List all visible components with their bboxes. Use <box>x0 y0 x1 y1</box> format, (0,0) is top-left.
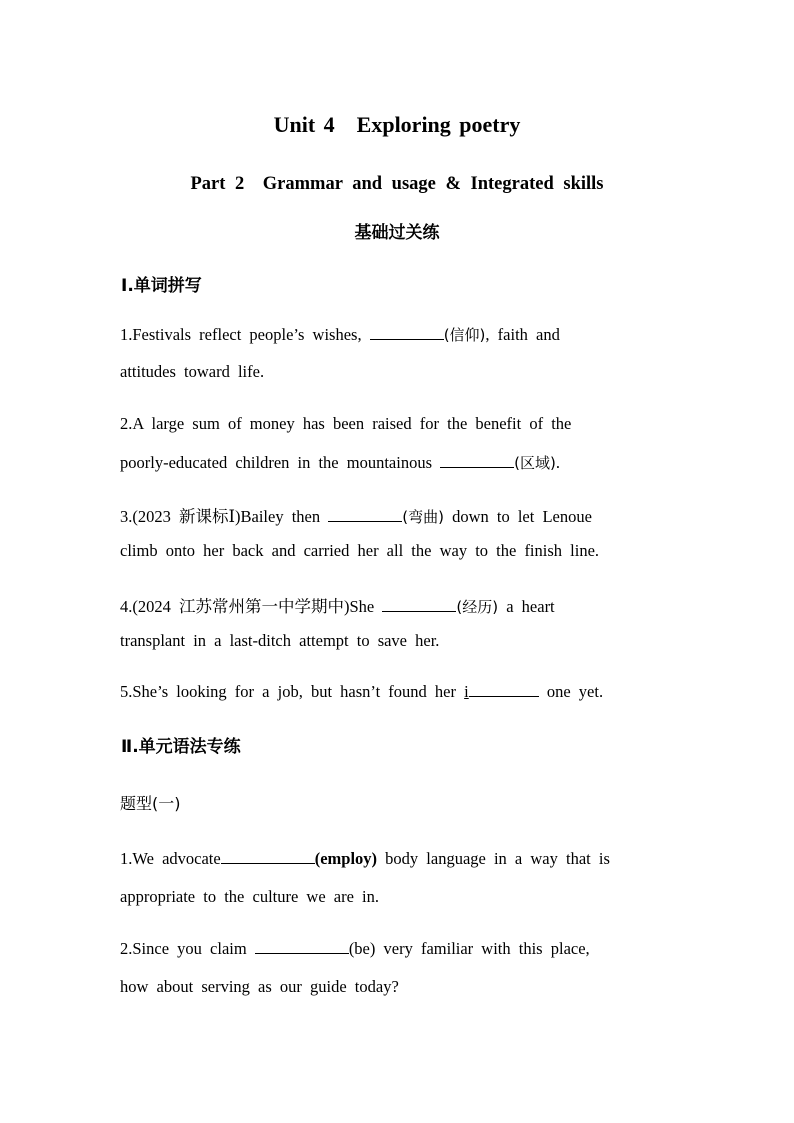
grammar-question-2-line-2: how about serving as our guide today? <box>120 977 399 996</box>
question-2-line-2: poorly-educated children in the mountainous (区域). <box>120 453 560 472</box>
answer-blank[interactable] <box>440 453 514 468</box>
grammar-question-1-line-2: appropriate to the culture we are in. <box>120 887 380 906</box>
answer-blank[interactable] <box>255 939 349 954</box>
question-3-line-1: 3.(2023 新课标Ⅰ)Bailey then (弯曲) down to let Lenoue <box>120 507 592 526</box>
grammar-question-2-line-1: 2.Since you claim (be) very familiar with this place, <box>120 939 590 958</box>
answer-blank[interactable] <box>221 849 315 864</box>
section-subtitle: 基础过关练 <box>354 223 440 243</box>
section-1-heading: Ⅰ.单词拼写 <box>121 276 202 296</box>
unit-title: Unit 4 Exploring poetry <box>273 112 521 137</box>
question-3-line-2: climb onto her back and carried her all the way to the finish line. <box>120 541 600 560</box>
answer-blank[interactable] <box>469 682 539 697</box>
part-title: Part 2 Grammar and usage & Integrated skills <box>190 174 604 194</box>
answer-blank[interactable] <box>328 507 402 522</box>
question-5-line-1: 5.She’s looking for a job, but hasn’t found her i one yet. <box>120 682 604 701</box>
question-1-line-1: 1.Festivals reflect people’s wishes, (信仰), faith and <box>120 325 560 344</box>
grammar-question-1-line-1: 1.We advocate (employ) body language in a way that is <box>120 849 610 868</box>
answer-blank[interactable] <box>382 597 456 612</box>
question-4-line-2: transplant in a last-ditch attempt to save her. <box>120 631 440 650</box>
question-2-line-1: 2.A large sum of money has been raised for the benefit of the <box>120 414 572 433</box>
question-type-label: 题型(一) <box>120 794 181 813</box>
question-1-line-2: attitudes toward life. <box>120 362 265 381</box>
answer-blank[interactable] <box>370 325 444 340</box>
question-4-line-1: 4.(2024 江苏常州第一中学期中)She (经历) a heart <box>120 597 555 616</box>
section-2-heading: Ⅱ.单元语法专练 <box>121 737 241 757</box>
